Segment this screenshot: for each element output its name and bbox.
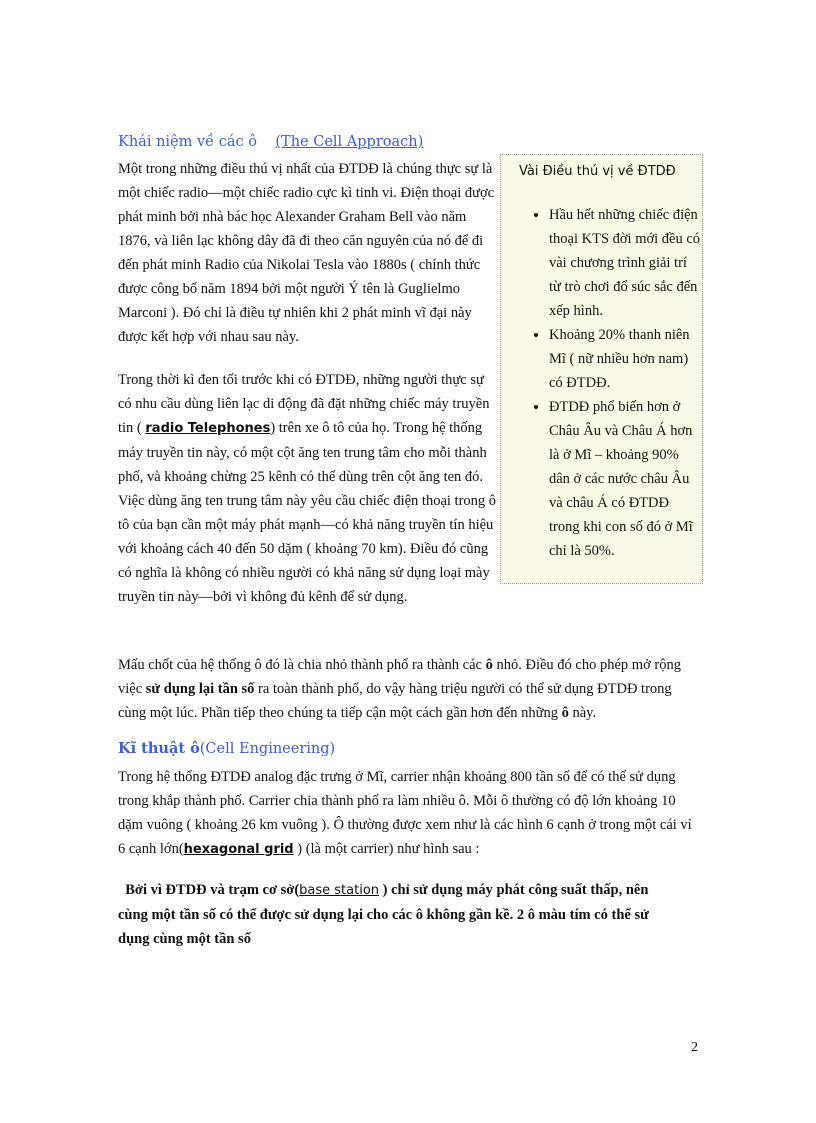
para5-after: ) chỉ sử dụng máy phát công suất thấp, nên cùng một tần số có thể được sử dụng lại cho các ô không gần kề. 2 ô màu tím có thể sử dụng cùng một tần số bbox=[118, 882, 649, 947]
page-number: 2 bbox=[691, 1040, 698, 1055]
hexagonal-grid-link[interactable]: hexagonal grid bbox=[183, 842, 294, 857]
para4-after: ) (là một carrier) như hình sau : bbox=[293, 841, 480, 857]
para3-bold-o: ô bbox=[485, 657, 493, 673]
heading-prefix: Kĩ thuật ô bbox=[118, 740, 200, 757]
para4-before: Trong hệ thống ĐTDĐ analog đặc trưng ở Mĩ, carrier nhận khoảng 800 tần số để có thể sử dụng trong khắp thành phố. Carrier chia thành phố ra làm nhiều ô. Mỗi ô thường có độ lớn khoảng 10 dặm vuông ( khoảng 26 km vuông ). Ô thường được xem như là các hình 6 cạnh ở trong một cái vỉ 6 cạnh lớn( bbox=[118, 769, 692, 857]
para2-before: Trong thời kì đen tối trước khi có ĐTDĐ, những người thực sự có nhu cầu dùng liên lạc di động đã đặt những chiếc máy truyền tin ( bbox=[118, 372, 490, 436]
heading-tail: (Cell Engineering) bbox=[199, 741, 336, 757]
fun-fact-item: • Khoảng 20% thanh niên Mĩ ( nữ nhiều hơn nam) có ĐTDĐ. bbox=[549, 323, 701, 395]
sidebox-title: Vài Điều thú vị về ĐTDĐ bbox=[519, 164, 676, 179]
paragraph-base-station bbox=[118, 878, 678, 951]
base-station-link[interactable]: base station bbox=[299, 883, 380, 898]
section-heading-cell-engineering bbox=[118, 740, 335, 757]
para3-text: này. bbox=[568, 705, 597, 721]
paragraph-radio-telephones bbox=[118, 368, 498, 609]
paragraph-cell-key bbox=[118, 653, 702, 725]
heading-prefix: Khái niệm về các ô bbox=[118, 134, 257, 150]
para3-text: nhỏ. Điều đó cho phép mở rộng việc bbox=[118, 657, 681, 697]
fun-facts-sidebox bbox=[500, 154, 703, 584]
paragraph-intro: Một trong những điều thú vị nhất của ĐTDĐ là chúng thực sự là một chiếc radio—một chiếc radio cực kì tinh vi. Điện thoại được phát minh bởi nhà bác học Alexander Graham Bell vào năm 1876, và liên lạc không dây đã đi theo căn nguyên của nó để đi đến phát minh Radio của Nikolai Tesla vào 1880s ( chính thức được công bố năm 1894 bởi một người Ý tên là Guglielmo Marconi ). Đó chỉ là điều tự nhiên khi 2 phát minh vĩ đại này được kết hợp với nhau sau này. bbox=[118, 161, 495, 345]
para3-text: ra toàn thành phố, do vậy hàng triệu người có thể sử dụng ĐTDĐ trong cùng một lúc. Phần tiếp theo chúng ta tiếp cận một cách gần hơn đến những bbox=[118, 681, 672, 721]
fun-facts-list bbox=[501, 203, 701, 563]
para3-bold-o: ô bbox=[561, 705, 569, 721]
fun-fact-item: • ĐTDĐ phổ biến hơn ở Châu Âu và Châu Á hơn là ở Mĩ – khoảng 90% dân ở các nước châu Âu và châu Á có ĐTDĐ trong khi con số đó ở Mĩ chỉ là 50%. bbox=[549, 395, 701, 563]
section-heading-cell-approach bbox=[118, 134, 423, 150]
radio-telephones-link[interactable]: radio Telephones bbox=[145, 421, 271, 436]
fun-fact-item: • Hầu hết những chiếc điện thoại KTS đời mới đều có vài chương trình giải trí từ trò chơi đổ súc sắc đến xếp hình. bbox=[549, 203, 701, 323]
para2-after: ) trên xe ô tô của họ. Trong hệ thống máy truyền tin này, có một cột ăng ten trung tâm cho mỗi thành phố, và khoảng chừng 25 kênh có thể dùng trên cột ăng ten đó. Việc dùng ăng ten trung tâm này yêu cầu chiếc điện thoại trong ô tô của bạn cần một máy phát mạnh—có khả năng truyền tín hiệu với khoảng cách 40 đến 50 dặm ( khoảng 70 km). Điều đó cũng có nghĩa là không có nhiều người có khả năng sử dụng loại mày truyền tin này—bởi vì không đủ kênh để sử dụng. bbox=[118, 420, 497, 605]
para3-text: Mấu chốt của hệ thống ô đó là chia nhỏ thành phố ra thành các bbox=[118, 657, 486, 673]
paragraph-cell-engineering bbox=[118, 765, 702, 862]
para3-bold-frequency-reuse: sử dụng lại tần số bbox=[145, 681, 255, 697]
heading-link-cell-approach[interactable]: (The Cell Approach) bbox=[275, 134, 424, 150]
para5-before: Bởi vì ĐTDĐ và trạm cơ sở( bbox=[125, 882, 300, 898]
